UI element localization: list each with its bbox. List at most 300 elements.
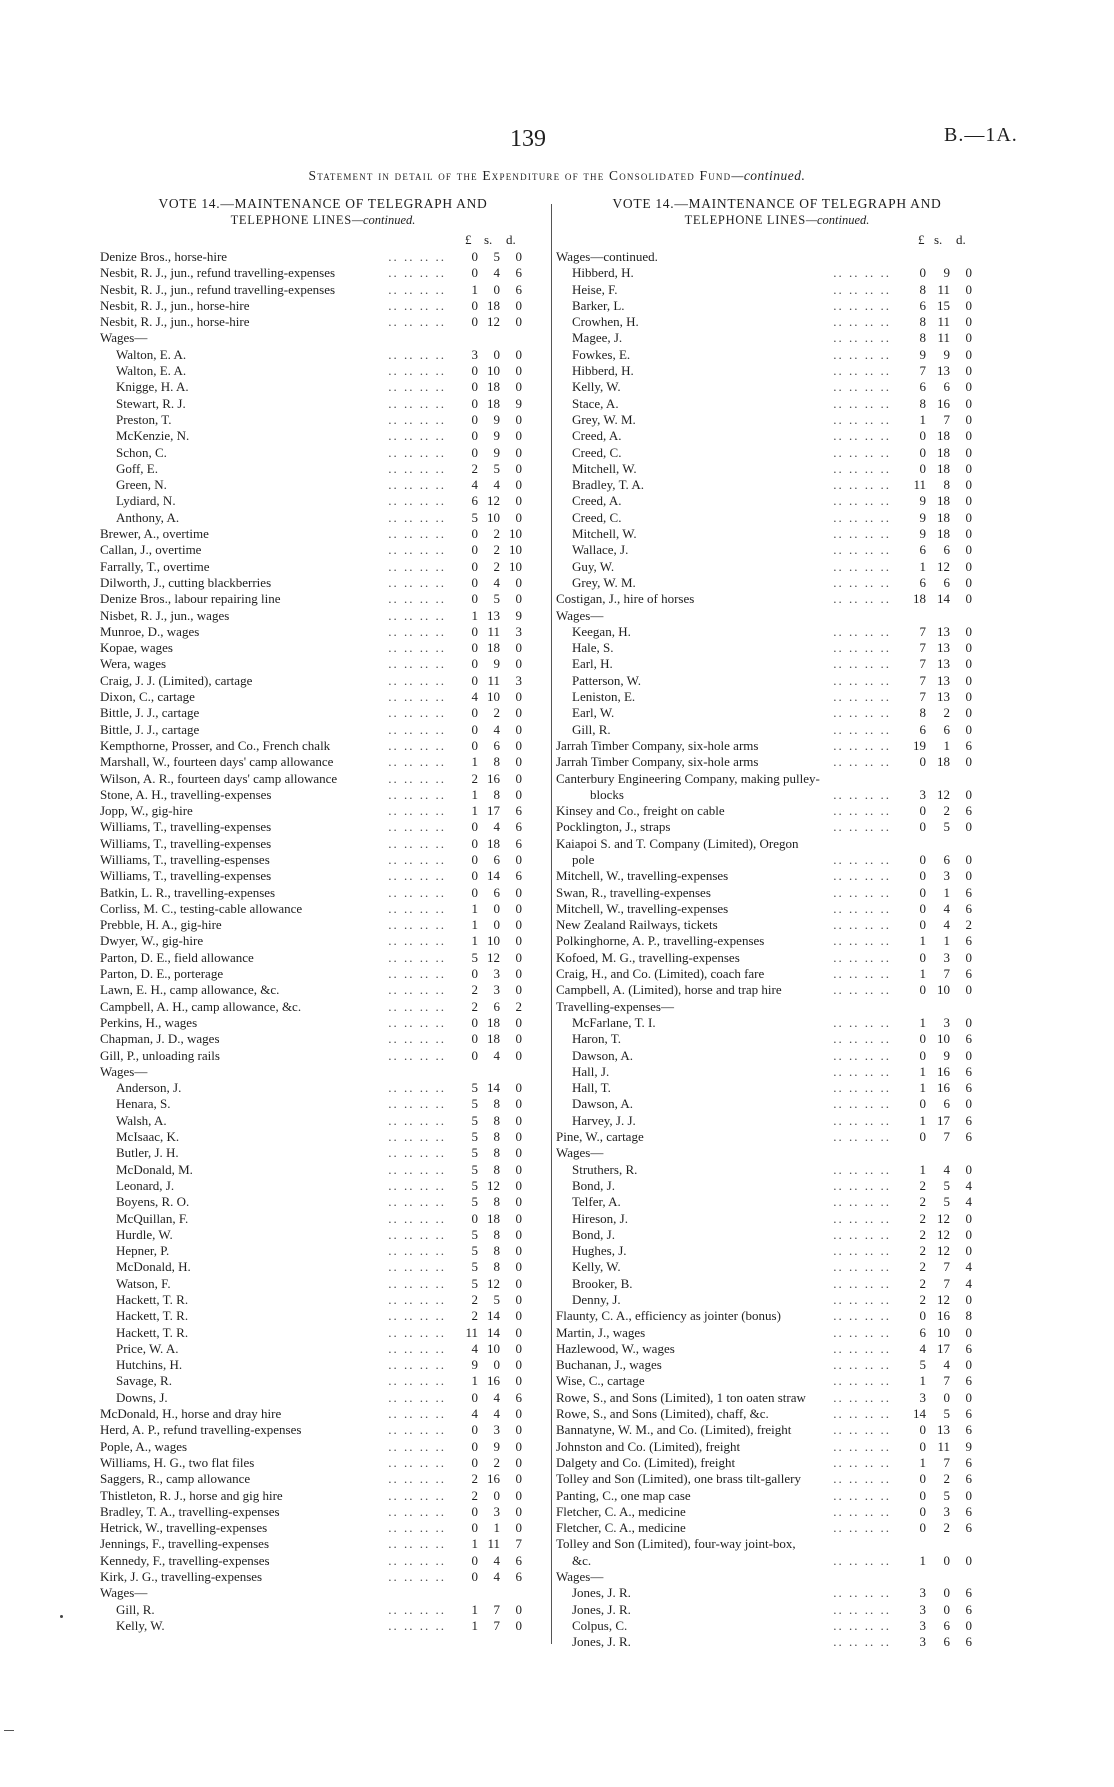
entry-label: Bradley, T. A. [572, 477, 647, 493]
amount-shillings: 16 [487, 1471, 500, 1487]
amount-pence: 0 [515, 737, 522, 753]
entry-row [100, 1178, 546, 1194]
entry-label: Williams, T., travelling-expenses [100, 819, 274, 835]
amount-pounds: 6 [919, 1324, 926, 1340]
amount-shillings: 0 [943, 1601, 950, 1617]
amount-pence: 0 [515, 1601, 522, 1617]
amount-shillings: 7 [943, 411, 950, 427]
amount-pounds: 2 [471, 460, 478, 476]
leader-dots: .. .. .. .. [833, 1210, 891, 1226]
entry-label: Jones, J. R. [572, 1602, 634, 1618]
entry-row [556, 1227, 998, 1243]
amount-shillings: 10 [487, 363, 500, 379]
entry-row [556, 412, 998, 428]
amount-shillings: 11 [487, 672, 500, 688]
amount-pounds: 0 [919, 868, 926, 884]
entry-label: Boyens, R. O. [116, 1194, 192, 1210]
amount-pence: 0 [965, 819, 972, 835]
amount-pence: 0 [965, 1487, 972, 1503]
leader-dots: .. .. .. .. [833, 1080, 891, 1096]
leader-dots: .. .. .. .. [833, 672, 891, 688]
amount-shillings: 7 [943, 1373, 950, 1389]
entry-label: Gill, R. [572, 722, 614, 738]
amount-pounds: 7 [919, 623, 926, 639]
amount-pence: 6 [965, 900, 972, 916]
amount-shillings: 3 [493, 1422, 500, 1438]
leader-dots: .. .. .. .. [388, 444, 446, 460]
amount-pence: 0 [515, 1503, 522, 1519]
amount-shillings: 6 [943, 574, 950, 590]
entry-row [100, 1064, 546, 1080]
entry-row [100, 1455, 546, 1471]
amount-shillings: 7 [943, 1275, 950, 1291]
amount-shillings: 12 [937, 558, 950, 574]
entry-label: Flaunty, C. A., efficiency as jointer (bonus) [556, 1308, 784, 1324]
entry-label: &c. [572, 1553, 594, 1569]
entry-label: Campbell, A. (Limited), horse and trap hire [556, 982, 785, 998]
amount-pence: 0 [515, 1129, 522, 1145]
leader-dots: .. .. .. .. [388, 1357, 446, 1373]
amount-pence: 0 [515, 689, 522, 705]
entry-label: Wilson, A. R., fourteen days' camp allowance [100, 771, 340, 787]
leader-dots: .. .. .. .. [833, 1438, 891, 1454]
entry-row [556, 282, 998, 298]
entry-row [100, 1308, 546, 1324]
amount-pence: 0 [965, 477, 972, 493]
amount-pence: 0 [515, 1014, 522, 1030]
leader-dots: .. .. .. .. [833, 281, 891, 297]
amount-pence: 6 [965, 1520, 972, 1536]
leader-dots: .. .. .. .. [388, 868, 446, 884]
amount-shillings: 4 [493, 1389, 500, 1405]
amount-shillings: 8 [493, 1112, 500, 1128]
entry-row [100, 1553, 546, 1569]
amount-pounds: 0 [471, 558, 478, 574]
entry-label: Knigge, H. A. [116, 379, 192, 395]
amount-pounds: 6 [919, 574, 926, 590]
entry-label: Craig, H., and Co. (Limited), coach fare [556, 966, 767, 982]
right-pounds-header: £ [918, 232, 925, 247]
leader-dots: .. .. .. .. [833, 1194, 891, 1210]
entry-label: Anthony, A. [116, 510, 182, 526]
amount-shillings: 8 [493, 1129, 500, 1145]
document-code: B.—1A. [944, 124, 1018, 146]
leader-dots: .. .. .. .. [833, 428, 891, 444]
leader-dots: .. .. .. .. [388, 689, 446, 705]
entry-label: Craig, J. J. (Limited), cartage [100, 673, 255, 689]
entry-label: Hall, J. [572, 1064, 612, 1080]
amount-pounds: 0 [919, 1031, 926, 1047]
amount-pence: 0 [515, 1520, 522, 1536]
amount-pounds: 0 [919, 1520, 926, 1536]
amount-pence: 0 [965, 363, 972, 379]
entry-row [100, 1292, 546, 1308]
amount-pence: 0 [965, 395, 972, 411]
amount-shillings: 16 [937, 1063, 950, 1079]
amount-shillings: 3 [943, 1503, 950, 1519]
entry-label: Wages— [100, 330, 150, 346]
amount-pounds: 5 [471, 1145, 478, 1161]
entry-row [100, 640, 546, 656]
entry-row [556, 1553, 998, 1569]
amount-pounds: 0 [471, 428, 478, 444]
amount-pounds: 2 [919, 1259, 926, 1275]
entry-label: Martin, J., wages [556, 1325, 648, 1341]
entry-row [100, 1504, 546, 1520]
entry-label: Jarrah Timber Company, six-hole arms [556, 754, 761, 770]
entry-label: Mitchell, W., travelling-expenses [556, 901, 731, 917]
leader-dots: .. .. .. .. [388, 1422, 446, 1438]
amount-shillings: 14 [487, 1324, 500, 1340]
entry-label: Jones, J. R. [572, 1585, 634, 1601]
leader-dots: .. .. .. .. [833, 949, 891, 965]
amount-pounds: 1 [919, 1112, 926, 1128]
amount-pounds: 5 [471, 1243, 478, 1259]
amount-pounds: 0 [471, 1552, 478, 1568]
leader-dots: .. .. .. .. [833, 868, 891, 884]
entry-row [100, 624, 546, 640]
leader-dots: .. .. .. .. [388, 1617, 446, 1633]
entry-row [556, 1080, 998, 1096]
amount-pence: 0 [965, 444, 972, 460]
amount-pounds: 8 [919, 395, 926, 411]
amount-pounds: 0 [471, 1031, 478, 1047]
amount-shillings: 13 [937, 656, 950, 672]
amount-pounds: 0 [471, 835, 478, 851]
amount-shillings: 13 [937, 689, 950, 705]
amount-pence: 3 [515, 623, 522, 639]
entry-row [100, 966, 546, 982]
entry-row [100, 1015, 546, 1031]
amount-pence: 0 [515, 1617, 522, 1633]
amount-pence: 6 [965, 1503, 972, 1519]
amount-pence: 0 [515, 1161, 522, 1177]
entry-row [100, 1585, 546, 1601]
entry-row [100, 1618, 546, 1634]
leader-dots: .. .. .. .. [388, 835, 446, 851]
amount-pence: 0 [515, 1194, 522, 1210]
amount-shillings: 13 [937, 363, 950, 379]
amount-pounds: 1 [919, 933, 926, 949]
leader-dots: .. .. .. .. [388, 297, 446, 313]
amount-shillings: 5 [943, 1406, 950, 1422]
amount-shillings: 7 [493, 1601, 500, 1617]
amount-shillings: 5 [943, 1487, 950, 1503]
amount-pence: 0 [965, 689, 972, 705]
leader-dots: .. .. .. .. [833, 379, 891, 395]
amount-shillings: 4 [493, 1406, 500, 1422]
amount-shillings: 8 [493, 1226, 500, 1242]
amount-pence: 0 [965, 558, 972, 574]
entry-row [556, 461, 998, 477]
amount-pence: 0 [515, 249, 522, 264]
leader-dots: .. .. .. .. [833, 623, 891, 639]
leader-dots: .. .. .. .. [388, 1292, 446, 1307]
leader-dots: .. .. .. .. [388, 379, 446, 395]
leader-dots: .. .. .. .. [833, 1014, 891, 1030]
entry-row [556, 1211, 998, 1227]
amount-pence: 0 [515, 1406, 522, 1422]
entry-label: Wages— [100, 1585, 150, 1601]
leader-dots: .. .. .. .. [833, 493, 891, 509]
amount-pence: 4 [965, 1194, 972, 1210]
amount-pounds: 2 [471, 1292, 478, 1307]
amount-pence: 0 [515, 1471, 522, 1487]
amount-shillings: 10 [487, 689, 500, 705]
leader-dots: .. .. .. .. [833, 1552, 891, 1568]
entry-label: Farrally, T., overtime [100, 559, 213, 575]
entry-label: Hall, T. [572, 1080, 614, 1096]
leader-dots: .. .. .. .. [388, 1569, 446, 1585]
entry-label: Brewer, A., overtime [100, 526, 212, 542]
amount-pence: 0 [515, 917, 522, 933]
entry-row [100, 591, 546, 607]
amount-pence: 6 [515, 835, 522, 851]
amount-shillings: 12 [937, 1210, 950, 1226]
entry-row [100, 787, 546, 803]
amount-pence: 6 [515, 265, 522, 281]
leader-dots: .. .. .. .. [833, 1259, 891, 1275]
entry-row [556, 363, 998, 379]
leader-dots: .. .. .. .. [388, 1177, 446, 1193]
amount-pounds: 0 [471, 1014, 478, 1030]
amount-shillings: 8 [493, 754, 500, 770]
entry-label: Pine, W., cartage [556, 1129, 647, 1145]
amount-shillings: 7 [943, 1129, 950, 1145]
amount-shillings: 18 [487, 835, 500, 851]
amount-pounds: 0 [471, 1389, 478, 1405]
entry-label: Nesbit, R. J., jun., horse-hire [100, 298, 252, 314]
amount-pence: 0 [965, 526, 972, 542]
amount-pounds: 0 [471, 705, 478, 721]
amount-shillings: 11 [937, 1438, 950, 1454]
entry-label: Kelly, W. [572, 1259, 624, 1275]
entry-label: Bittle, J. J., cartage [100, 722, 202, 738]
amount-pounds: 0 [471, 868, 478, 884]
leader-dots: .. .. .. .. [833, 265, 891, 281]
entry-label: Panting, C., one map case [556, 1488, 694, 1504]
entry-label: Hughes, J. [572, 1243, 630, 1259]
entry-row [556, 1031, 998, 1047]
entry-label: Harvey, J. J. [572, 1113, 639, 1129]
entry-label: Mitchell, W., travelling-expenses [556, 868, 731, 884]
entry-label: Mitchell, W. [572, 526, 640, 542]
amount-pence: 6 [965, 1063, 972, 1079]
entry-label: Jarrah Timber Company, six-hole arms [556, 738, 761, 754]
amount-pounds: 2 [471, 1471, 478, 1487]
amount-pence: 0 [515, 1259, 522, 1275]
amount-pounds: 0 [471, 265, 478, 281]
leader-dots: .. .. .. .. [388, 884, 446, 900]
entry-label: Johnston and Co. (Limited), freight [556, 1439, 743, 1455]
amount-pence: 0 [965, 1210, 972, 1226]
entry-label: Green, N. [116, 477, 170, 493]
entry-row [556, 1292, 998, 1308]
leader-dots: .. .. .. .. [833, 721, 891, 737]
entry-row [100, 1048, 546, 1064]
amount-pence: 0 [515, 509, 522, 525]
entry-row [556, 1259, 998, 1275]
amount-pounds: 1 [471, 1373, 478, 1389]
amount-shillings: 10 [487, 1340, 500, 1356]
amount-pounds: 0 [919, 444, 926, 460]
leader-dots: .. .. .. .. [833, 737, 891, 753]
entry-label: Jopp, W., gig-hire [100, 803, 196, 819]
amount-pounds: 9 [919, 509, 926, 525]
entry-label: Polkinghorne, A. P., travelling-expenses [556, 933, 767, 949]
amount-pence: 4 [965, 1259, 972, 1275]
amount-pounds: 0 [471, 1503, 478, 1519]
amount-pence: 0 [515, 460, 522, 476]
entry-row [556, 265, 998, 281]
entry-row [100, 1602, 546, 1618]
amount-shillings: 18 [487, 1031, 500, 1047]
leader-dots: .. .. .. .. [833, 1047, 891, 1063]
amount-shillings: 1 [943, 933, 950, 949]
amount-pence: 0 [515, 297, 522, 313]
entry-row [556, 705, 998, 721]
amount-pence: 0 [515, 1031, 522, 1047]
entry-row [556, 1536, 998, 1552]
leader-dots: .. .. .. .. [388, 900, 446, 916]
leader-dots: .. .. .. .. [388, 982, 446, 998]
amount-pounds: 1 [471, 754, 478, 770]
amount-pounds: 8 [919, 281, 926, 297]
entry-row [556, 689, 998, 705]
leader-dots: .. .. .. .. [833, 1585, 891, 1601]
amount-pounds: 5 [471, 1096, 478, 1112]
amount-pence: 0 [965, 330, 972, 346]
entry-label: Earl, H. [572, 656, 616, 672]
amount-pence: 3 [515, 672, 522, 688]
amount-pence: 0 [515, 949, 522, 965]
entry-label: Swan, R., travelling-expenses [556, 885, 714, 901]
amount-pence: 6 [965, 1634, 972, 1650]
entry-row [556, 771, 998, 787]
leader-dots: .. .. .. .. [833, 786, 891, 802]
amount-pounds: 8 [919, 705, 926, 721]
amount-pounds: 5 [471, 949, 478, 965]
amount-pounds: 0 [919, 1487, 926, 1503]
entry-row [556, 298, 998, 314]
leader-dots: .. .. .. .. [833, 1357, 891, 1373]
amount-shillings: 0 [493, 1357, 500, 1373]
amount-pounds: 0 [919, 982, 926, 998]
amount-pence: 0 [965, 754, 972, 770]
amount-pounds: 1 [919, 1552, 926, 1568]
amount-pence: 6 [965, 1585, 972, 1601]
amount-pounds: 5 [471, 509, 478, 525]
amount-pence: 0 [965, 982, 972, 998]
entry-label: Callan, J., overtime [100, 542, 204, 558]
amount-shillings: 8 [493, 1194, 500, 1210]
leader-dots: .. .. .. .. [833, 917, 891, 933]
entry-label: Buchanan, J., wages [556, 1357, 665, 1373]
amount-shillings: 8 [493, 1243, 500, 1259]
amount-pence: 0 [515, 1145, 522, 1161]
amount-pence: 0 [515, 656, 522, 672]
entry-label: Price, W. A. [116, 1341, 181, 1357]
amount-shillings: 6 [943, 1617, 950, 1633]
amount-pence: 4 [965, 1275, 972, 1291]
leader-dots: .. .. .. .. [833, 656, 891, 672]
entry-label: McIsaac, K. [116, 1129, 182, 1145]
amount-pence: 0 [965, 721, 972, 737]
amount-shillings: 18 [487, 379, 500, 395]
amount-pounds: 8 [919, 330, 926, 346]
leader-dots: .. .. .. .. [833, 411, 891, 427]
margin-rule [4, 1730, 14, 1731]
entry-label: Creed, C. [572, 445, 624, 461]
entry-label: Heise, F. [572, 282, 621, 298]
entry-label: Leniston, E. [572, 689, 638, 705]
entry-label: Mitchell, W. [572, 461, 640, 477]
leader-dots: .. .. .. .. [388, 591, 446, 607]
leader-dots: .. .. .. .. [388, 656, 446, 672]
entry-row [100, 363, 546, 379]
entry-label: Thistleton, R. J., horse and gig hire [100, 1488, 286, 1504]
amount-shillings: 6 [943, 379, 950, 395]
amount-pence: 0 [515, 1096, 522, 1112]
entry-label: Magee, J. [572, 330, 625, 346]
leader-dots: .. .. .. .. [388, 786, 446, 802]
amount-pounds: 1 [919, 1373, 926, 1389]
amount-pounds: 0 [919, 900, 926, 916]
entry-row [556, 901, 998, 917]
entry-label: Tolley and Son (Limited), four-way joint-box, [556, 1536, 799, 1552]
entry-row [556, 1634, 998, 1650]
amount-pounds: 3 [919, 1585, 926, 1601]
amount-shillings: 16 [937, 395, 950, 411]
entry-label: Bradley, T. A., travelling-expenses [100, 1504, 283, 1520]
amount-shillings: 8 [493, 1161, 500, 1177]
entry-label: Hibberd, H. [572, 363, 637, 379]
amount-shillings: 3 [493, 982, 500, 998]
entry-label: Kirk, J. G., travelling-expenses [100, 1569, 265, 1585]
entry-row [556, 608, 998, 624]
amount-pounds: 2 [919, 1177, 926, 1193]
entry-label: Munroe, D., wages [100, 624, 202, 640]
leader-dots: .. .. .. .. [833, 1340, 891, 1356]
leader-dots: .. .. .. .. [388, 346, 446, 362]
amount-pence: 0 [515, 411, 522, 427]
left-shillings-header: s. [484, 232, 493, 247]
leader-dots: .. .. .. .. [388, 803, 446, 819]
amount-pence: 0 [965, 281, 972, 297]
amount-pence: 6 [515, 281, 522, 297]
leader-dots: .. .. .. .. [388, 1552, 446, 1568]
amount-pounds: 6 [919, 297, 926, 313]
entry-label: Wages— [100, 1064, 150, 1080]
amount-pounds: 0 [471, 526, 478, 542]
entry-row [556, 624, 998, 640]
entry-label: Telfer, A. [572, 1194, 624, 1210]
amount-pounds: 0 [919, 819, 926, 835]
amount-shillings: 9 [493, 428, 500, 444]
entry-label: Goff, E. [116, 461, 161, 477]
leader-dots: .. .. .. .. [833, 330, 891, 346]
amount-pence: 0 [965, 542, 972, 558]
right-heading-line1: VOTE 14.—MAINTENANCE OF TELEGRAPH AND [612, 196, 942, 211]
amount-shillings: 11 [937, 330, 950, 346]
amount-shillings: 13 [487, 607, 500, 623]
entry-label: Hackett, T. R. [116, 1308, 191, 1324]
amount-shillings: 0 [493, 900, 500, 916]
entry-label: Guy, W. [572, 559, 617, 575]
amount-pounds: 0 [471, 1454, 478, 1470]
leader-dots: .. .. .. .. [388, 754, 446, 770]
leader-dots: .. .. .. .. [388, 1340, 446, 1356]
